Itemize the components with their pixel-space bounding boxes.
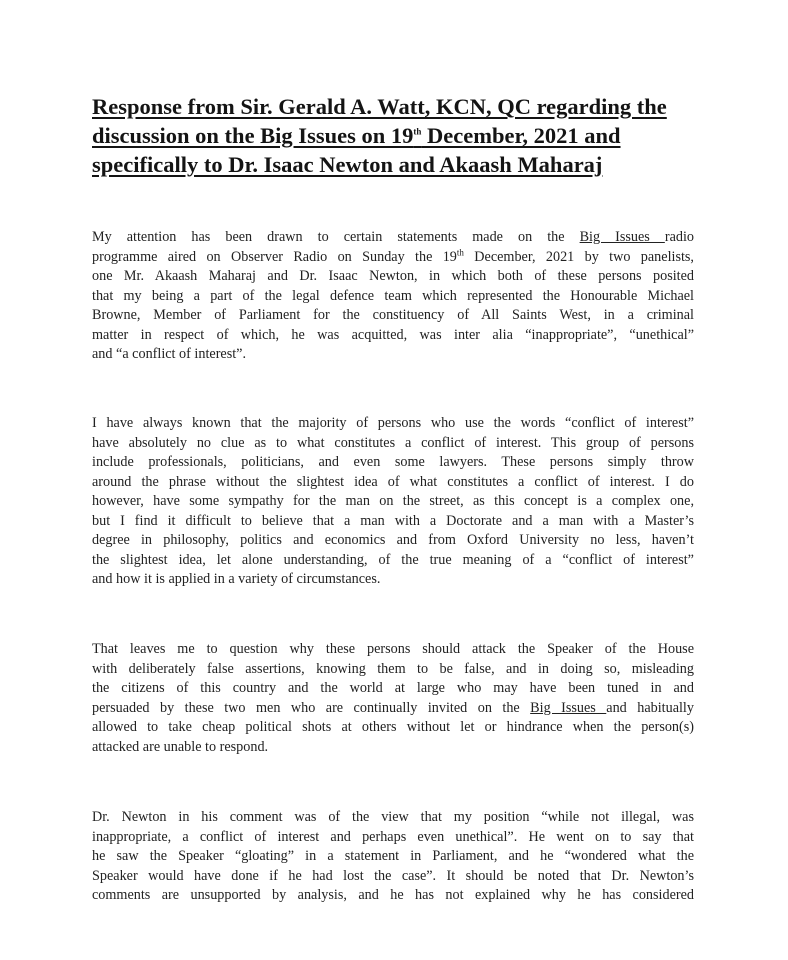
text-line: however, have some sympathy for the man on the street, as this concept is a complex one,: [92, 493, 694, 509]
text-line: Speaker would have done if he had lost the case”. It should be noted that Dr. Newton’s: [92, 867, 694, 884]
text-line: but I find it difficult to believe that a man with a Doctorate and a man with a Master’s: [92, 512, 694, 529]
text-line: That leaves me to question why these persons should attack the Speaker of the House: [92, 641, 694, 657]
text-line: [92, 228, 694, 248]
text-line: one Mr. Akaash Maharaj and Dr. Isaac Newton, in which both of these persons posited: [92, 268, 694, 284]
text-line: have absolutely no clue as to what constitutes a conflict of interest. This group of persons: [92, 434, 694, 451]
paragraph-dr-newton: [92, 808, 694, 906]
text-line: the citizens of this country and the world at large who may have been tuned in and: [92, 680, 694, 696]
text-line: I have always known that the majority of persons who use the words “conflict of interest”: [92, 415, 694, 431]
text-line: and “a conflict of interest”.: [92, 346, 247, 362]
big-issues-link: Big Issues: [530, 699, 607, 716]
text-line: he saw the Speaker “gloating” in a statement in Parliament, and he “wondered what the: [92, 848, 694, 864]
text: and habitually: [606, 699, 694, 716]
title-line: Response from Sir. Gerald A. Watt, KCN, QC regarding the: [92, 94, 667, 119]
text-line: allowed to take cheap political shots at others without let or hindrance when the person(s): [92, 719, 694, 735]
title-line: specifically to Dr. Isaac Newton and Akaash Maharaj: [92, 152, 603, 177]
paragraph-attention: [92, 228, 694, 365]
text-line: matter in respect of which, he was acquitted, was inter alia “inappropriate”, “unethical”: [92, 326, 694, 343]
title-text: December, 2021 and: [421, 123, 621, 148]
text: December, 2021 by two panelists,: [463, 248, 694, 265]
text-line: around the phrase without the slightest idea of what constitutes a conflict of interest. I do: [92, 473, 694, 490]
text-line: include professionals, politicians, and even some lawyers. These persons simply throw: [92, 454, 694, 470]
text-line: [92, 248, 694, 268]
text: programme aired on Observer Radio on Sunday the 19: [92, 248, 457, 265]
text: radio: [664, 229, 694, 245]
title-line: [92, 121, 700, 150]
text-line: comments are unsupported by analysis, and he has not explained why he has considered: [92, 887, 694, 903]
text-line: with deliberately false assertions, knowing them to be false, and in doing so, misleading: [92, 660, 694, 677]
text: persuaded by these two men who are continually invited on the: [92, 699, 531, 716]
title-superscript: th: [413, 126, 422, 137]
text-line: Browne, Member of Parliament for the constituency of All Saints West, in a criminal: [92, 307, 694, 323]
paragraph-speaker-attack: [92, 640, 694, 757]
text-line: degree in philosophy, politics and economics and from Oxford University no less, haven’t: [92, 532, 694, 548]
text-line: [92, 699, 694, 719]
text-line: inappropriate, a conflict of interest and perhaps even unethical”. He went on to say that: [92, 828, 694, 845]
document-title: [92, 92, 700, 179]
text-line: the slightest idea, let alone understanding, of the true meaning of a “conflict of interest”: [92, 551, 694, 568]
big-issues-link: Big Issues: [579, 229, 665, 245]
text-line: and how it is applied in a variety of circumstances.: [92, 571, 381, 587]
text: My attention has been drawn to certain statements made on the: [92, 229, 580, 245]
superscript: th: [456, 246, 464, 257]
text-line: attacked are unable to respond.: [92, 738, 269, 755]
title-text: discussion on the Big Issues on 19: [92, 123, 414, 148]
text-line: Dr. Newton in his comment was of the view that my position “while not illegal, was: [92, 809, 694, 825]
paragraph-conflict-of-interest: [92, 414, 694, 590]
text-line: that my being a part of the legal defence team which represented the Honourable Michael: [92, 287, 694, 304]
